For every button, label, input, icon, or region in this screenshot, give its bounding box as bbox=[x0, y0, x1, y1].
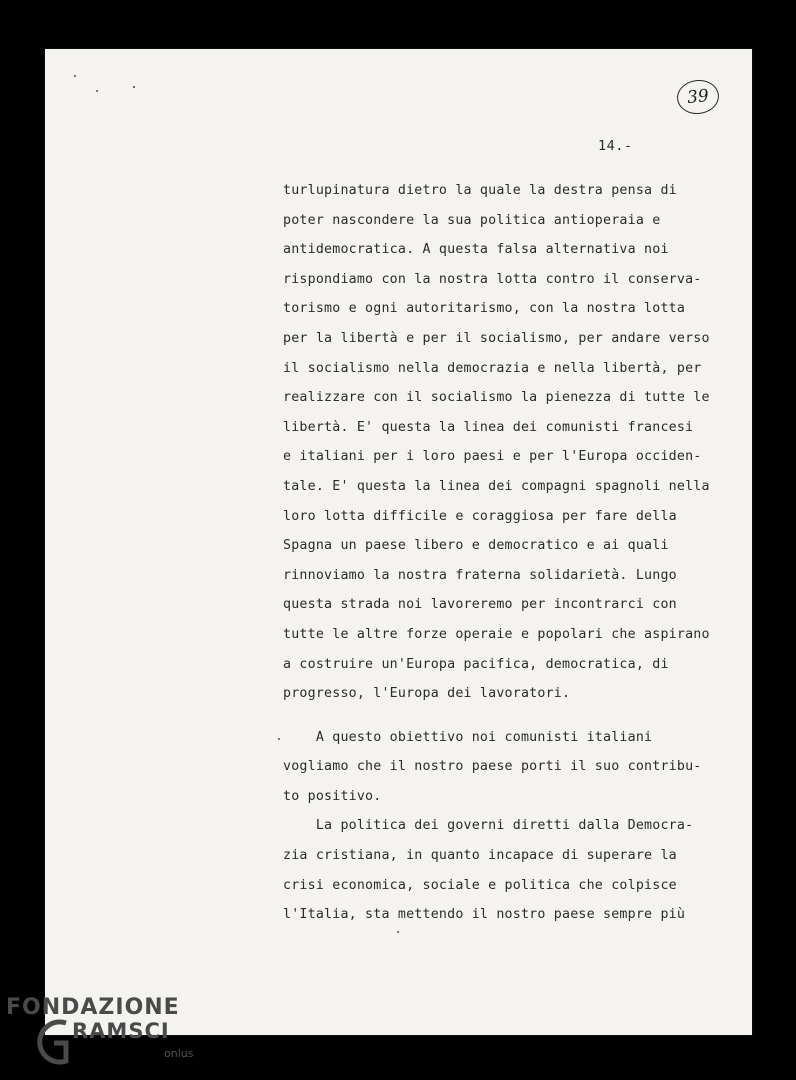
text-line: realizzare con il socialismo la pienezza di tutte le bbox=[283, 390, 710, 406]
fondazione-gramsci-watermark bbox=[6, 991, 206, 1073]
watermark-line2: RAMSCI bbox=[72, 1019, 170, 1043]
page-stamp: 39 bbox=[675, 78, 720, 116]
text-line: e italiani per i loro paesi e per l'Europa occiden- bbox=[283, 449, 702, 465]
paper-speck bbox=[278, 738, 280, 740]
text-line: vogliamo che il nostro paese porti il suo contribu- bbox=[283, 759, 702, 775]
page-number: 14.- bbox=[598, 138, 633, 154]
paragraph-gap bbox=[283, 709, 745, 723]
text-line: tale. E' questa la linea dei compagni spagnoli nella bbox=[283, 478, 710, 494]
text-line: questa strada noi lavoreremo per incontrarci con bbox=[283, 597, 677, 613]
text-line: Spagna un paese libero e democratico e ai quali bbox=[283, 538, 669, 554]
text-line: rispondiamo con la nostra lotta contro il conserva- bbox=[283, 271, 702, 287]
text-line: per la libertà e per il socialismo, per andare verso bbox=[283, 330, 710, 346]
text-line: antidemocratica. A questa falsa alternativa noi bbox=[283, 242, 669, 258]
paper-speck bbox=[74, 75, 76, 77]
text-line: A questo obiettivo noi comunisti italiani bbox=[283, 729, 653, 745]
paper-speck bbox=[96, 90, 98, 92]
text-line: tutte le altre forze operaie e popolari che aspirano bbox=[283, 626, 710, 642]
text-line: loro lotta difficile e coraggiosa per fare della bbox=[283, 508, 677, 524]
text-line: crisi economica, sociale e politica che colpisce bbox=[283, 877, 677, 893]
gramsci-g-logo-icon bbox=[36, 1017, 72, 1067]
text-line: to positivo. bbox=[283, 788, 382, 804]
text-line: a costruire un'Europa pacifica, democratica, di bbox=[283, 656, 669, 672]
text-line: progresso, l'Europa dei lavoratori. bbox=[283, 686, 571, 702]
text-line: il socialismo nella democrazia e nella libertà, per bbox=[283, 360, 702, 376]
paper-speck bbox=[133, 86, 135, 88]
watermark-sub: onlus bbox=[164, 1047, 194, 1060]
text-line: rinnoviamo la nostra fraterna solidarietà. Lungo bbox=[283, 567, 677, 583]
typed-text-body bbox=[283, 176, 745, 930]
text-line: zia cristiana, in quanto incapace di superare la bbox=[283, 848, 677, 864]
text-line: turlupinatura dietro la quale la destra pensa di bbox=[283, 183, 677, 198]
watermark-line1: FONDAZIONE bbox=[6, 995, 180, 1020]
text-line: La politica dei governi diretti dalla Democra- bbox=[283, 818, 694, 834]
paper-speck bbox=[397, 931, 399, 933]
text-line: libertà. E' questa la linea dei comunisti francesi bbox=[283, 419, 694, 435]
text-line: l'Italia, sta mettendo il nostro paese sempre più bbox=[283, 907, 686, 923]
text-line: poter nascondere la sua politica antioperaia e bbox=[283, 212, 661, 228]
text-line: torismo e ogni autoritarismo, con la nostra lotta bbox=[283, 301, 686, 317]
